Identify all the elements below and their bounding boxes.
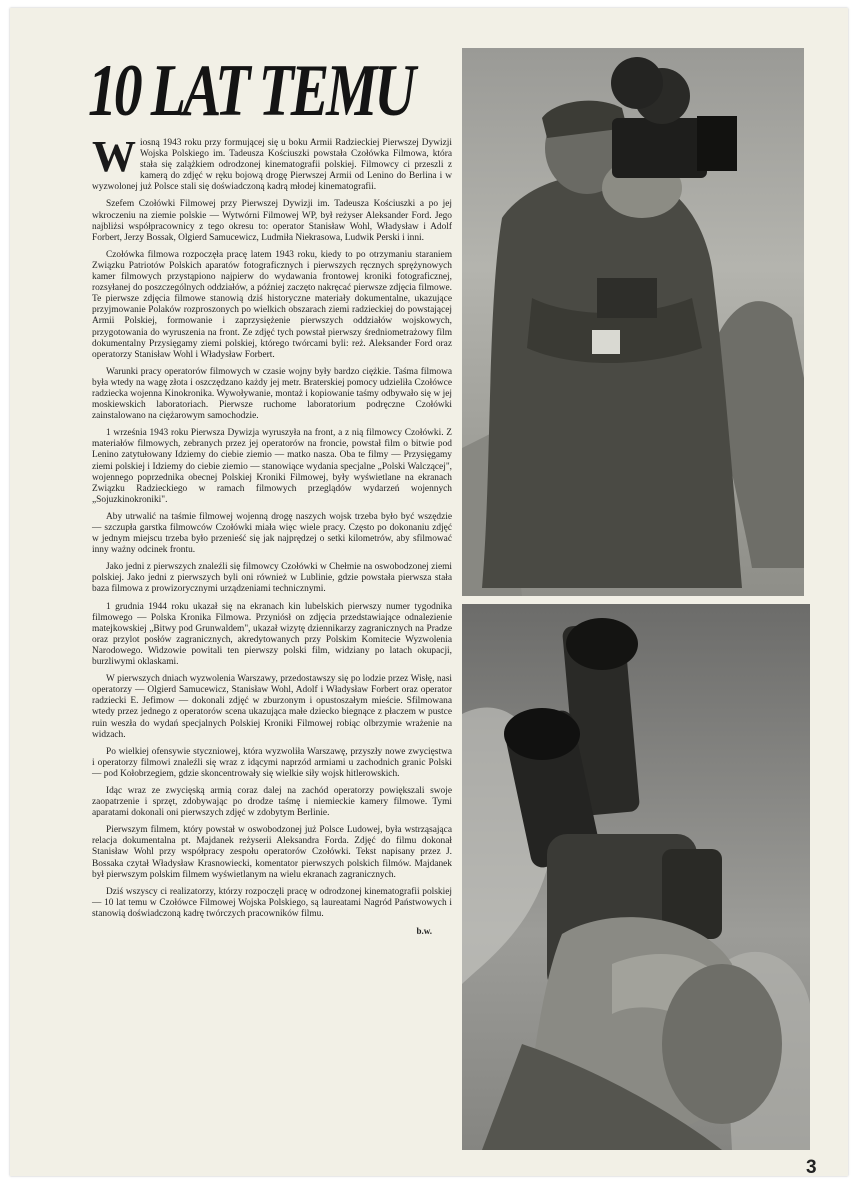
paragraph: Szefem Czołówki Filmowej przy Pierwszej Dywizji im. Tadeusza Kościuszki a po jej wkroczeniu na ziemie polskie — Wytwórni Filmowej WP, był reżyser Aleksander Ford. Jego najbliżsi współpracownicy z tego okresu to: operator Stanisław Wohl, Władysław i Adolf Forbert, Jerzy Bossak, Olgierd Samucewicz, Ludmiła Niekrasowa, Ludwik Perski i inni. (92, 199, 452, 243)
paragraph: 1 września 1943 roku Pierwsza Dywizja wyruszyła na front, a z nią filmowcy Czołówki. Z materiałów filmowych, zebranych przez jej operatorów na froncie, powstał film o bitwie pod Lenino zatytułowany Idziemy do ciebie ziemio — matko nasza. Oba te filmy — Przysięgamy ziemi polskiej i Idziemy do ciebie ziemio — stanowiące wydania specjalne „Polski Walczącej", wojennego poprzednika obecnej Polskiej Kroniki Filmowej, były wyświetlane na ekranach Związku Radzieckiego w ramach filmowych przeglądów wydarzeń wojennych „Sojuzkinokroniki". (92, 428, 452, 505)
paragraph: Pierwszym filmem, który powstał w oswobodzonej już Polsce Ludowej, była wstrząsająca relacja dokumentalna pt. Majdanek reżyserii Aleksandra Forda. Zdjęć do filmu dokonał Stanisław Wohl przy współpracy zespołu operatorów Czołówki. Tekst napisany przez J. Bossaka czytał Władysław Krasnowiecki, komentator pierwszych polskich filmów. Majdanek był pierwszym polskim filmem wyświetlanym na wielu ekranach zagranicznych. (92, 825, 452, 880)
magazine-page (10, 8, 848, 1176)
photo-cameraman (462, 48, 804, 596)
paragraph: Czołówka filmowa rozpoczęła pracę latem 1943 roku, kiedy to po otrzymaniu staraniem Związku Patriotów Polskich aparatów fotograficznych i pierwszych ręcznych sprężynowych kamer filmowych przystąpiono najpierw do wydawania frontowej kroniki fotograficznej, rozsyłanej do poszczególnych oddziałów, a później zaczęto nakręcać pierwsze zdjęcia filmowe. Te pierwsze zdjęcia filmowe stanowią dziś historyczne materiały dokumentalne, ukazujące przyjmowanie Polaków rozproszonych po wielkich obszarach ziemi radzieckiej do powstającej Armii Polskiej, formowanie i zaprzysiężenie pierwszych oddziałów wojskowych, przygotowania do wyruszenia na front. Ze zdjęć tych powstał pierwszy średniometrażowy film dokumentalny Przysięgamy ziemi polskiej, którego twórcami byli: reż. Aleksander Ford oraz operatorzy Stanisław Wohl i Władysław Forbert. (92, 249, 452, 360)
paragraph: Wiosną 1943 roku przy formującej się u boku Armii Radzieckiej Pierwszej Dywizji Wojska Polskiego im. Tadeusza Kościuszki powstała Czołówka Filmowa, która stała się zalążkiem odrodzonej kinematografii polskiej. Filmowcy ci przeszli z kamerą do zdjęć w ręku bojową drogę Pierwszej Armii od Lenino do Berlina i w wyzwolonej już Polsce stali się doświadczoną kadrą młodej kinematografii. (92, 132, 452, 193)
paragraph: Warunki pracy operatorów filmowych w czasie wojny były bardzo ciężkie. Taśma filmowa była wtedy na wagę złota i oszczędzano każdy jej metr. Braterskiej pomocy udzieliła Czołówce radziecka wojenna Kinokronika. Wywoływanie, montaż i kopiowanie taśmy odbywało się w jej moskiewskich laboratoriach. Pierwsze ruchome laboratorium podręczne Czołówki zainstalowano na ciężarowym samochodzie. (92, 366, 452, 422)
paragraph: Idąc wraz ze zwycięską armią coraz dalej na zachód operatorzy powiększali swoje zaopatrzenie i sprzęt, zdobywając po drodze taśmę i niemieckie kamery filmowe. Tymi aparatami dokonali oni pierwszych zdjęć w zdobytym Berlinie. (92, 785, 452, 819)
paragraph: Aby utrwalić na taśmie filmowej wojenną drogę naszych wojsk trzeba było być wszędzie — szczupła garstka filmowców Czołówki miała więc wiele pracy. Często po dokonaniu zdjęć w jednym miejscu trzeba było przenieść się jak najprędzej o setki kilometrów, aby sfilmować inny ważny odcinek frontu. (92, 511, 452, 556)
drop-cap: W (92, 132, 136, 181)
paragraph: Po wielkiej ofensywie styczniowej, która wyzwoliła Warszawę, przyszły nowe zwycięstwa i operatorzy filmowi znaleźli się wraz z idącymi naprzód armiami u zachodnich granic Polski — pod Kołobrzegiem, gdzie skoncentrowały się wielkie siły wojsk hitlerowskich. (92, 746, 452, 779)
paragraph: Dziś wszyscy ci realizatorzy, którzy rozpoczęli pracę w odrodzonej kinematografii polskiej — 10 lat temu w Czołówce Filmowej Wojska Polskiego, są laureatami Nagród Państwowych i stanowią doświadczoną kadrę twórczych pracowników filmu. (92, 886, 452, 919)
article-body (92, 132, 452, 937)
cameraman-illustration (462, 48, 804, 596)
author-signature: b.w. (416, 926, 432, 936)
page-number: 3 (806, 1157, 817, 1178)
photo-camera-lenses (462, 604, 810, 1150)
paragraph: W pierwszych dniach wyzwolenia Warszawy, przedostawszy się po lodzie przez Wisłę, nasi operatorzy — Olgierd Samucewicz, Stanisław Wohl, Adolf i Władysław Forbert oraz operator radziecki E. Jefimow — dokonali zdjęć w zburzonym i opustoszałym mieście. Sfilmowana wtedy przez jednego z operatorów scena ukazująca małe dziecko biegnące z płaczem w pustce ruin weszła do wydań specjalnych Polskiej Kroniki Filmowej robiąc olbrzymie wrażenie na widzach. (92, 674, 452, 740)
paragraph: Jako jedni z pierwszych znaleźli się filmowcy Czołówki w Chełmie na oswobodzonej ziemi polskiej. Jako jedni z pierwszych byli oni również w Lublinie, gdzie powstała pierwsza stała baza filmowa z prowizorycznymi urządzeniami technicznymi. (92, 562, 452, 595)
article-title: 10 LAT TEMU (88, 50, 413, 132)
camera-lenses-illustration (462, 604, 810, 1150)
paragraph: 1 grudnia 1944 roku ukazał się na ekranach kin lubelskich pierwszy numer tygodnika filmowego — Polska Kronika Filmowa. Przyniósł on zdjęcia przedstawiające odnalezienie matejkowskiej „Bitwy pod Grunwaldem", ukazał wizytę dziennikarzy zagranicznych na Pradze oraz przylot posłów zagranicznych, akredytowanych przy Polskim Komitecie Wyzwolenia Narodowego. Widzowie powitali ten pierwszy polski film, widziany po latach okupacji, burzliwymi oklaskami. (92, 601, 452, 668)
